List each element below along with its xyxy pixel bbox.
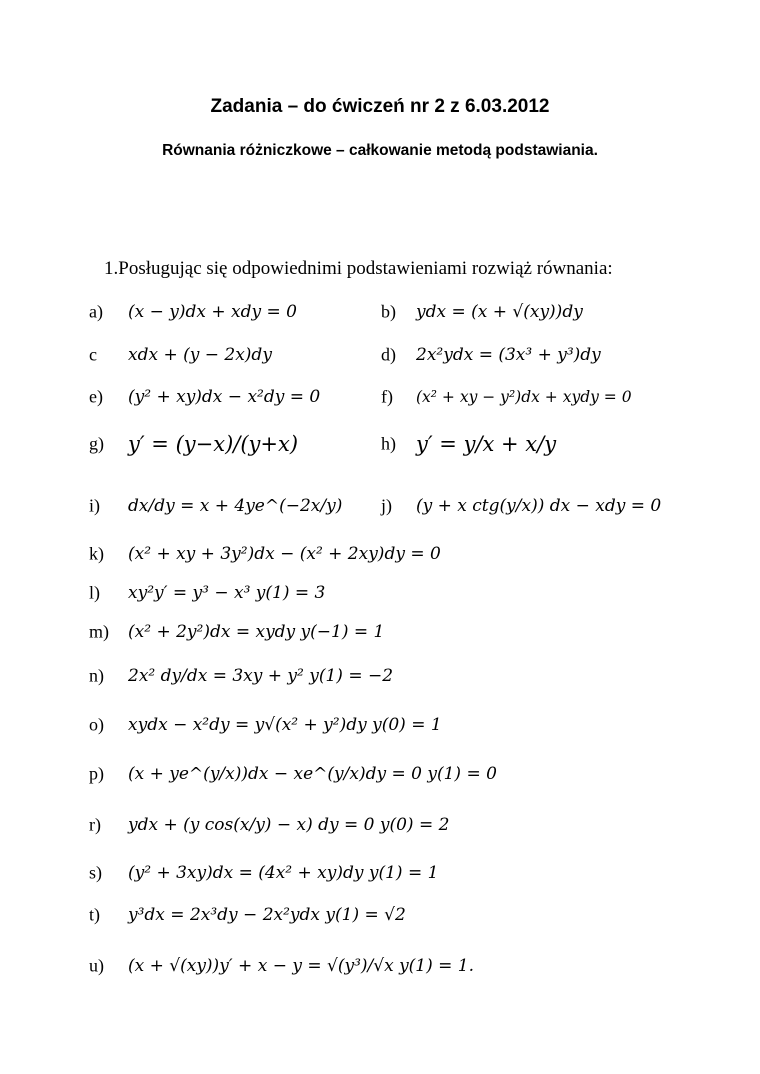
equation-label-n: n) [89, 665, 104, 686]
equation-row [0, 575, 760, 611]
equation-j: (y + x ctg(y/x)) dx − xdy = 0 [416, 496, 662, 516]
equation-label-h: h) [381, 433, 396, 454]
equation-label-g: g) [89, 433, 104, 454]
equation-label-t: t) [89, 904, 100, 925]
equation-label-f: f) [381, 386, 393, 407]
equation-row [0, 948, 760, 984]
equation-f: (x² + xy − y²)dx + xydy = 0 [416, 388, 632, 406]
equation-label-d: d) [381, 344, 396, 365]
equation-l: xy²y′ = y³ − x³ y(1) = 3 [128, 583, 326, 603]
equation-e: (y² + xy)dx − x²dy = 0 [128, 387, 321, 407]
equation-a: (x − y)dx + xdy = 0 [128, 302, 297, 322]
equation-k: (x² + xy + 3y²)dx − (x² + 2xy)dy = 0 [128, 544, 441, 564]
equation-row [0, 488, 760, 524]
equation-label-e: e) [89, 386, 103, 407]
equation-label-b: b) [381, 301, 396, 322]
equation-label-c: c [89, 344, 97, 365]
task-intro: 1.Posługując się odpowiednimi podstawieniami rozwiąż równania: [104, 258, 613, 279]
equation-m: (x² + 2y²)dx = xydy y(−1) = 1 [128, 622, 385, 642]
equation-s: (y² + 3xy)dx = (4x² + xy)dy y(1) = 1 [128, 863, 439, 883]
equation-row [0, 337, 760, 373]
equation-n: 2x² dy/dx = 3xy + y² y(1) = −2 [128, 666, 394, 686]
equation-g: y′ = (y−x)/(y+x) [128, 432, 299, 456]
equation-label-j: j) [381, 495, 392, 516]
equation-row [0, 426, 760, 462]
equation-c: xdx + (y − 2x)dy [128, 345, 272, 365]
equation-d: 2x²ydx = (3x³ + y³)dy [416, 345, 601, 365]
equation-p: (x + ye^(y/x))dx − xe^(y/x)dy = 0 y(1) = 0 [128, 764, 497, 784]
equation-label-k: k) [89, 543, 104, 564]
equation-row [0, 614, 760, 650]
equation-row [0, 379, 760, 415]
equation-row [0, 707, 760, 743]
equation-label-a: a) [89, 301, 103, 322]
equation-row [0, 294, 760, 330]
equation-label-p: p) [89, 763, 104, 784]
equation-row [0, 807, 760, 843]
page-subtitle: Równania różniczkowe – całkowanie metodą podstawiania. [162, 142, 598, 159]
equation-label-u: u) [89, 955, 104, 976]
equation-i: dx/dy = x + 4ye^(−2x/y) [128, 496, 343, 516]
equation-row [0, 536, 760, 572]
equation-row [0, 756, 760, 792]
equation-label-m: m) [89, 621, 109, 642]
equation-o: xydx − x²dy = y√(x² + y²)dy y(0) = 1 [128, 715, 442, 735]
equation-label-l: l) [89, 582, 100, 603]
equation-row [0, 658, 760, 694]
equation-row [0, 855, 760, 891]
equation-t: y³dx = 2x³dy − 2x²ydx y(1) = √2 [128, 905, 406, 925]
equation-label-o: o) [89, 714, 104, 735]
equation-label-r: r) [89, 814, 101, 835]
page-title: Zadania – do ćwiczeń nr 2 z 6.03.2012 [210, 96, 550, 117]
equation-h: y′ = y/x + x/y [416, 432, 557, 456]
equation-b: ydx = (x + √(xy))dy [416, 302, 583, 322]
equation-label-s: s) [89, 862, 102, 883]
equation-r: ydx + (y cos(x/y) − x) dy = 0 y(0) = 2 [128, 815, 450, 835]
equation-row [0, 897, 760, 933]
equation-u: (x + √(xy))y′ + x − y = √(y³)/√x y(1) = 1. [128, 956, 475, 976]
equation-label-i: i) [89, 495, 100, 516]
